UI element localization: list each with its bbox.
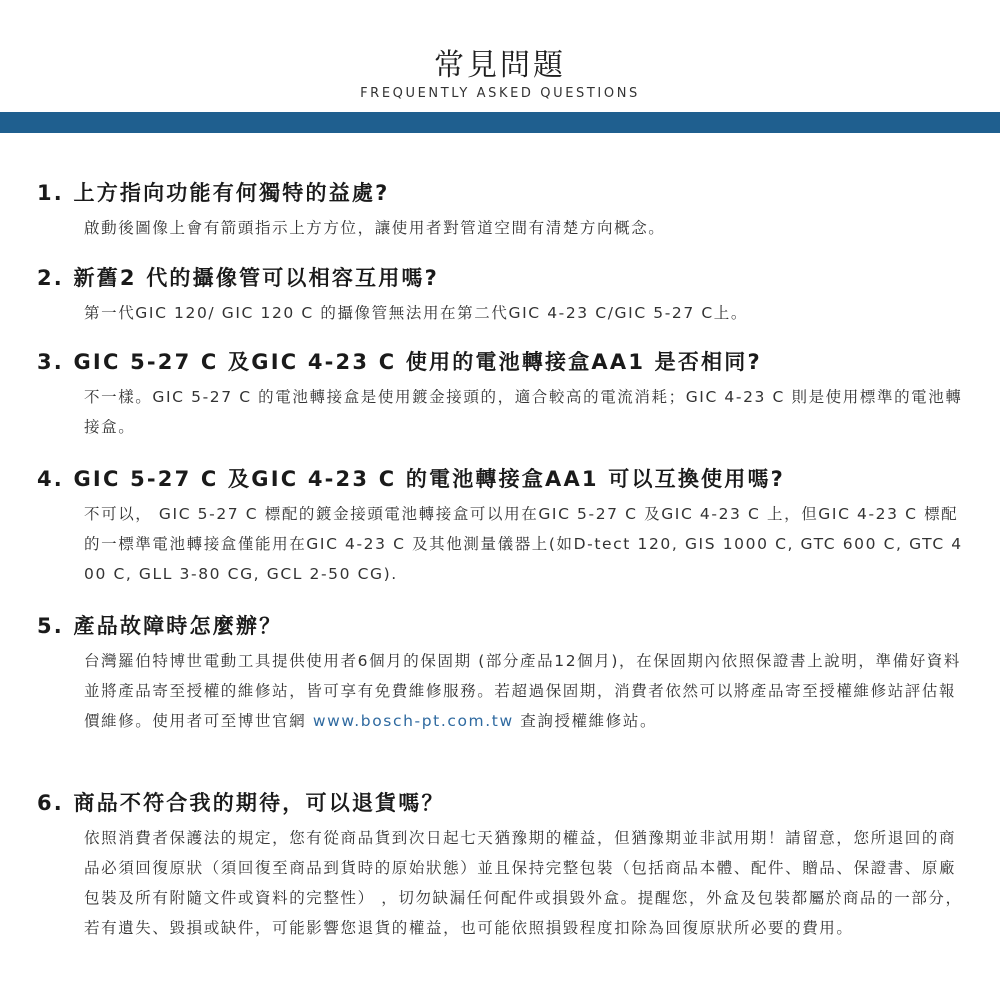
- faq-question: 3. GIC 5-27 C 及GIC 4-23 C 使用的電池轉接盒AA1 是否相同?: [37, 350, 762, 374]
- header-divider-bar: [0, 112, 1000, 133]
- faq-answer-text: 查詢授權維修站。: [513, 712, 658, 730]
- faq-answer: 啟動後圖像上會有箭頭指示上方方位，讓使用者對管道空間有清楚方向概念。: [84, 219, 666, 237]
- faq-item-2: [37, 262, 972, 328]
- faq-item-4: [37, 463, 972, 589]
- faq-question: 5. 產品故障時怎麼辦？: [37, 614, 283, 638]
- faq-answer: 不一樣。GIC 5-27 C 的電池轉接盒是使用鍍金接頭的，適合較高的電流消耗；GIC 4-23 C 則是使用標準的電池轉接盒。: [84, 388, 963, 436]
- faq-item-1: [37, 177, 972, 243]
- faq-answer: 不可以， GIC 5-27 C 標配的鍍金接頭電池轉接盒可以用在GIC 5-27 C 及GIC 4-23 C 上，但GIC 4-23 C 標配的一標準電池轉接盒僅能用在GIC 4-23 C 及其他測量儀器上(如D-tect 120, GIS 1000 C, GTC 600 C, GTC 400 C, GLL 3-80 CG, GCL 2-50 CG).: [84, 505, 963, 583]
- page-subtitle: FREQUENTLY ASKED QUESTIONS: [360, 86, 640, 101]
- faq-answer: 依照消費者保護法的規定，您有從商品貨到次日起七天猶豫期的權益，但猶豫期並非試用期！請留意，您所退回的商品必須回復原狀（須回復至商品到貨時的原始狀態）並且保持完整包裝（包括商品本體、配件、贈品、保證書、原廠包裝及所有附隨文件或資料的完整性） ，切勿缺漏任何配件或損毀外盒。提醒您，外盒及包裝都屬於商品的一部分，若有遺失、毀損或缺件，可能影響您退貨的權益，也可能依照損毀程度扣除為回復原狀所必要的費用。: [84, 829, 963, 937]
- faq-item-6: [37, 787, 972, 943]
- faq-answer: 第一代GIC 120/ GIC 120 C 的攝像管無法用在第二代GIC 4-23 C/GIC 5-27 C上。: [84, 304, 749, 322]
- faq-question: 6. 商品不符合我的期待，可以退貨嗎？: [37, 791, 445, 815]
- faq-item-5: [37, 610, 972, 736]
- faq-answer-text: 台灣羅伯特博世電動工具提供使用者6個月的保固期 (部分產品12個月)，在保固期內依照保證書上說明，準備好資料並將產品寄至授權的維修站，皆可享有免費維修服務。若超過保固期，消費者依然可以將產品寄至授權維修站評估報價維修。使用者可至博世官網: [84, 652, 962, 730]
- faq-question: 1. 上方指向功能有何獨特的益處?: [37, 181, 390, 205]
- faq-answer: [84, 646, 972, 736]
- faq-question: 4. GIC 5-27 C 及GIC 4-23 C 的電池轉接盒AA1 可以互換使用嗎?: [37, 467, 786, 491]
- page-title: 常見問題: [434, 48, 566, 83]
- faq-item-3: [37, 346, 972, 442]
- faq-question: 2. 新舊2 代的攝像管可以相容互用嗎?: [37, 266, 440, 290]
- page-header: [0, 0, 1000, 133]
- bosch-website-link[interactable]: www.bosch-pt.com.tw: [312, 712, 514, 730]
